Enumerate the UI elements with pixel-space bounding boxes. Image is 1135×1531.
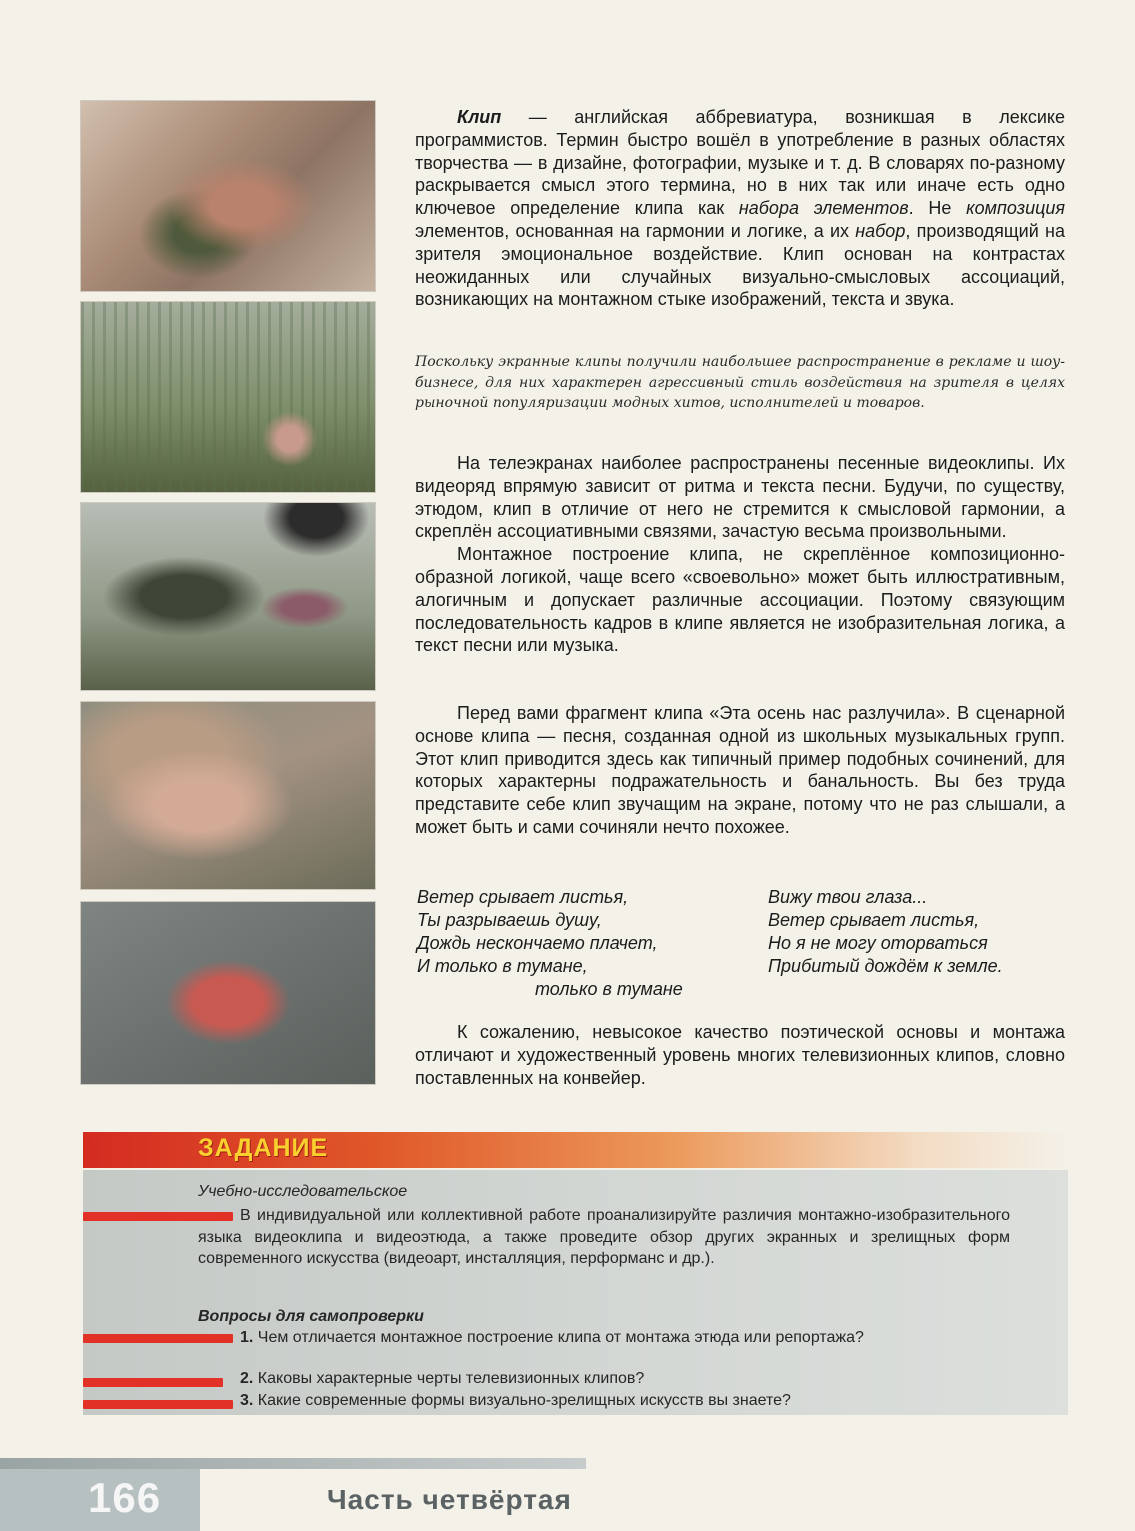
photo-girl-face xyxy=(80,701,376,890)
photo-rain-umbrellas xyxy=(80,502,376,691)
poem-left xyxy=(417,886,683,1001)
page-number: 166 xyxy=(88,1474,162,1521)
body-block-2 xyxy=(415,452,1065,657)
photo-guitar xyxy=(80,100,376,292)
poem-right xyxy=(768,886,1003,978)
task-label: Учебно-исследовательское xyxy=(198,1183,408,1200)
paragraph-3: Монтажное построение клипа, не скреплённое композиционно-образной логикой, чаще всего «своевольно» может быть иллюстративным, алогичным и допускает различные ассоциации. Поэтому связующим последовательность кадров в клипе является не изобразительная логика, а текст песни или музыка. xyxy=(415,544,1065,656)
footer-bar xyxy=(0,1458,586,1469)
poem-line: Вижу твои глаза... xyxy=(768,887,928,907)
term-klip: Клип xyxy=(457,107,502,127)
poem-line: Ветер срывает листья, xyxy=(768,910,980,930)
intro-paragraph: Клип — английская аббревиатура, возникшая в лексике программистов. Термин быстро вошёл в употребление в разных областях творчества — в дизайне, фотографии, музыке и т. д. В словарях по-разному раскрывается смысл этого термина, но в них так или иначе есть одно ключевое определение клипа как набора элементов. Не композиция элементов, основанная на гармонии и логике, а их набор, производящий на зрителя эмоциональное воздействие. Клип основан на контрастах неожиданных или случайных визуально-смысловых ассоциаций, возникающих на монтажном стыке изображений, текста и звука. xyxy=(415,107,1066,310)
note-paragraph: Поскольку экранные клипы получили наибольшее распространение в рекламе и шоу-бизнесе, для них характерен агрессивный стиль воздействия на зрителя в целях рыночной популяризации модных хитов, исполнителей и товаров. xyxy=(415,354,1065,411)
part-title: Часть четвёртая xyxy=(327,1484,572,1515)
paragraph-5: К сожалению, невысокое качество поэтической основы и монтажа отличают и художественный уровень многих телевизионных клипов, словно поставленных на конвейер. xyxy=(415,1022,1065,1088)
poem-line: Ветер срывает листья, xyxy=(417,887,629,907)
poem-line: Прибитый дождём к земле. xyxy=(768,956,1003,976)
paragraph-4: Перед вами фрагмент клипа «Эта осень нас разлучила». В сценарной основе клипа — песня, созданная одной из школьных музыкальных групп. Этот клип приводится здесь как типичный пример подобных сочинений, для которых характерны подражательность и банальность. Вы без труда представите себе клип звучащим на экране, потому что не раз слышали, а может быть и сами сочиняли нечто похожее. xyxy=(415,703,1065,837)
poem-line: И только в тумане, xyxy=(417,956,588,976)
photo-red-leaf xyxy=(80,901,376,1085)
questions-label: Вопросы для самопроверки xyxy=(198,1308,424,1325)
poem-line: только в тумане xyxy=(535,979,683,999)
photo-rain-grass xyxy=(80,301,376,493)
question-2: 2. Каковы характерные черты телевизионных клипов? xyxy=(240,1370,645,1387)
poem-line: Ты разрываешь душу, xyxy=(417,910,602,930)
poem-line: Дождь нескончаемо плачет, xyxy=(417,933,658,953)
task-title: ЗАДАНИЕ xyxy=(198,1134,329,1162)
poem-line: Но я не могу оторваться xyxy=(768,933,988,953)
paragraph-2: На телеэкранах наиболее распространены песенные видеоклипы. Их видеоряд впрямую зависит от ритма и текста песни. Будучи, по существу, этюдом, клип в отличие от него не стремится к смысловой гармонии, а скреплён ассоциативными связями, зачастую весьма произвольными. xyxy=(415,453,1065,542)
question-3: 3. Какие современные формы визуально-зрелищных искусств вы знаете? xyxy=(240,1392,791,1409)
question-1: 1. Чем отличается монтажное построение клипа от монтажа этюда или репортажа? xyxy=(240,1329,864,1346)
task-text: В индивидуальной или коллективной работе проанализируйте различия монтажно-изобразительного языка видеоклипа и видеоэтюда, а также проведите обзор других экранных и зрелищных форм современного искусства (видеоарт, инсталляция, перформанс и др.). xyxy=(198,1207,1010,1267)
